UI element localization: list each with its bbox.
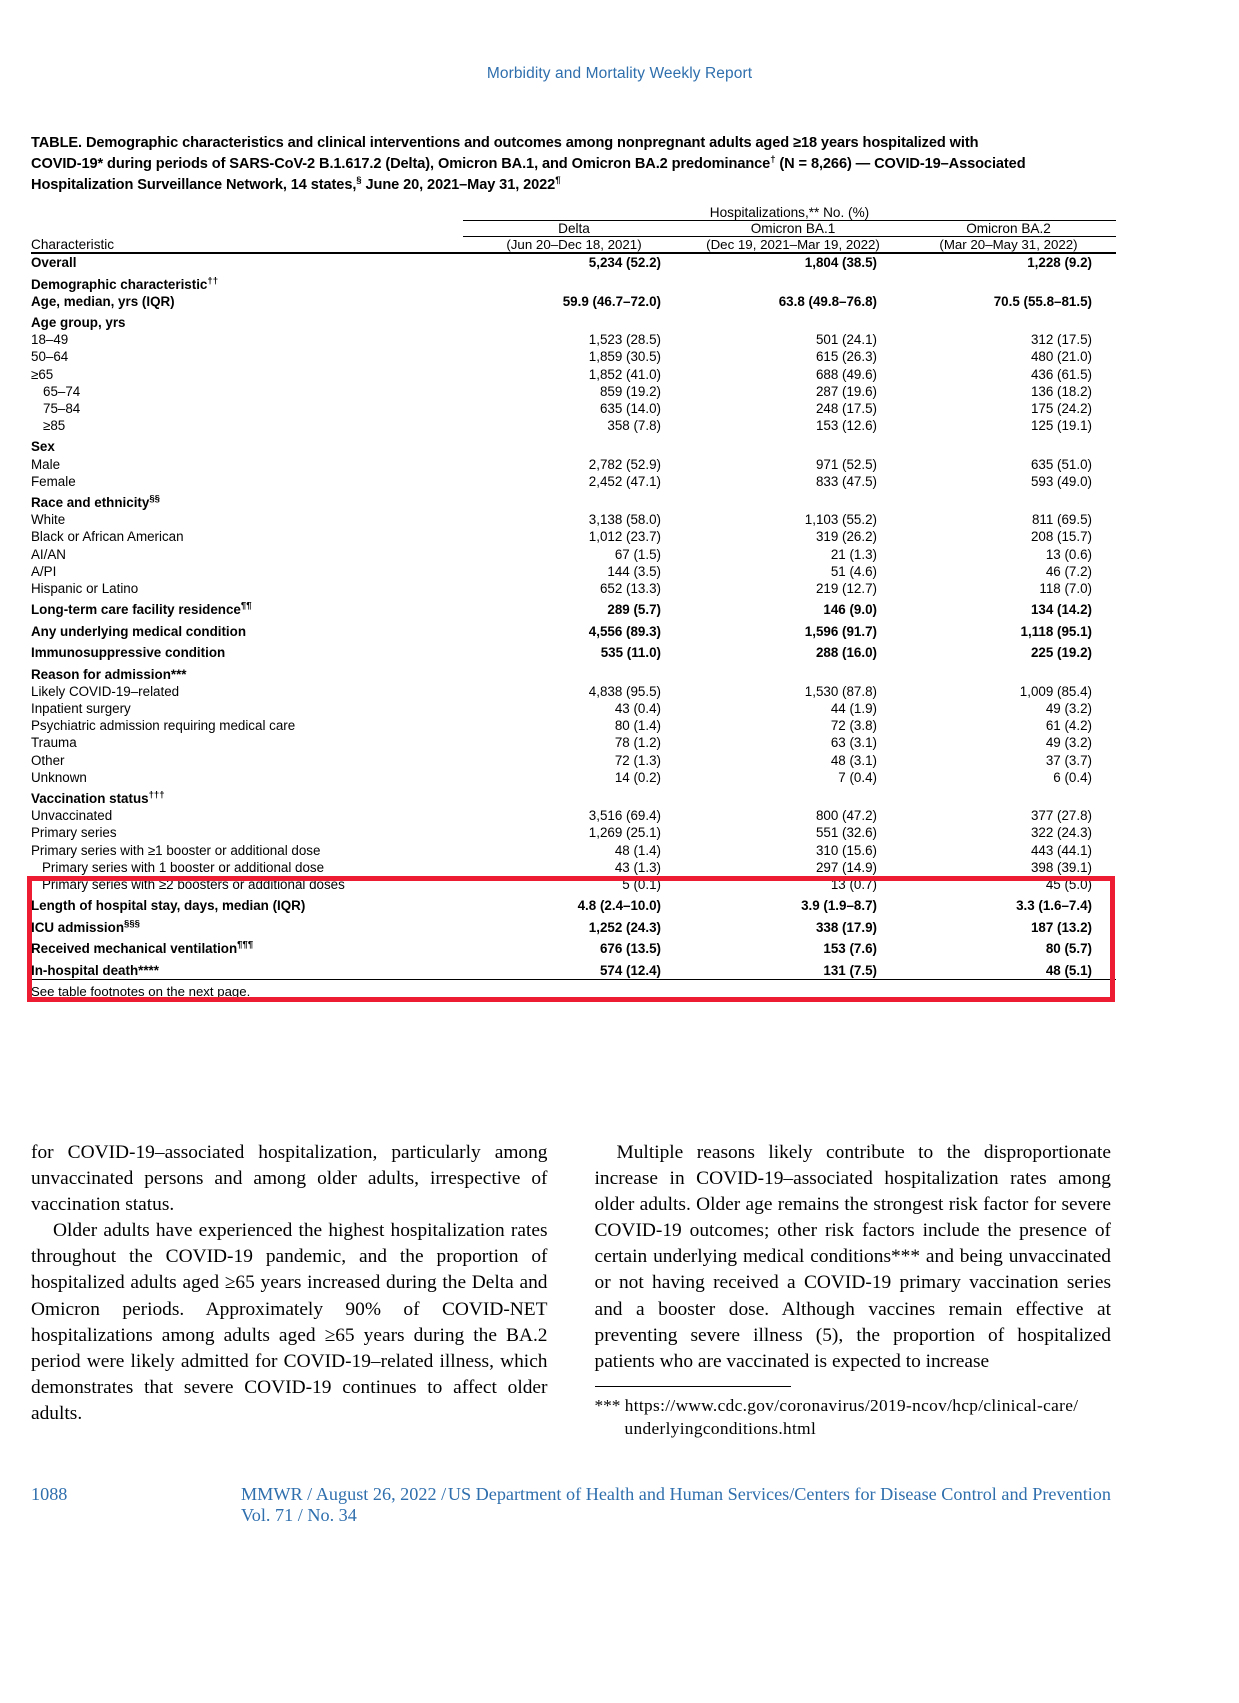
row-label: Received mechanical ventilation¶¶¶ <box>31 940 254 957</box>
cell-omicron-ba1: 688 (49.6) <box>815 366 877 382</box>
footnote-marker: §§§ <box>124 918 141 930</box>
cell-omicron-ba1: 833 (47.5) <box>815 473 877 489</box>
article-body <box>31 1140 1111 1440</box>
footnote-marker: §§ <box>149 493 160 505</box>
footnote-marker-dagger: † <box>770 154 776 166</box>
table-row <box>31 383 1116 400</box>
cell-delta: 2,782 (52.9) <box>588 456 661 472</box>
cell-delta: 1,012 (23.7) <box>588 529 661 545</box>
cell-omicron-ba1: 1,596 (91.7) <box>804 623 877 639</box>
table-row <box>31 824 1116 841</box>
cell-omicron-ba2: 136 (18.2) <box>1030 383 1092 399</box>
cell-delta: 3,138 (58.0) <box>588 512 661 528</box>
cell-delta: 43 (1.3) <box>614 859 661 875</box>
table-row <box>31 786 1116 808</box>
cell-delta: 144 (3.5) <box>607 563 661 579</box>
row-label: Age, median, yrs (IQR) <box>31 293 175 309</box>
cell-omicron-ba1 <box>685 310 901 332</box>
paragraph: Multiple reasons likely contribute to the disproportionate increase in COVID-19–associated hospitalization rates among older adults. Older age remains the strongest risk factor for severe COVID-19 outcomes; other risk factors include the presence of certain underlying medical conditions*** and being unvaccinated or not having received a COVID-19 primary vaccination series and a booster dose. Although vaccines remain effective at preventing severe illness (5), the proportion of hospitalized patients who are vaccinated is expected to increase <box>594 1142 1111 1372</box>
cell-omicron-ba2: 48 (5.1) <box>901 958 1116 980</box>
table-row <box>31 580 1116 597</box>
cell-omicron-ba1: 1,530 (87.8) <box>804 684 877 700</box>
row-label: Immunosuppressive condition <box>31 645 226 661</box>
cell-omicron-ba2: 80 (5.7) <box>1045 941 1092 957</box>
cell-omicron-ba2: 398 (39.1) <box>1030 859 1092 875</box>
table-row <box>31 752 1116 769</box>
cell-delta: 4,838 (95.5) <box>588 684 661 700</box>
spanner-row <box>31 205 1116 220</box>
spanner-spacer <box>31 205 463 220</box>
table-body <box>31 253 1116 980</box>
group-ba2-name: Omicron BA.2 <box>966 221 1051 236</box>
row-label: AI/AN <box>31 546 66 562</box>
row-label: 50–64 <box>31 349 69 365</box>
cell-delta: 652 (13.3) <box>599 580 661 596</box>
table-title-line3b: June 20, 2021–May 31, 2022 <box>361 177 556 193</box>
footnote-marker: *** <box>594 1395 621 1415</box>
cell-omicron-ba1: 551 (32.6) <box>815 825 877 841</box>
row-label: Psychiatric admission requiring medical care <box>31 718 296 734</box>
cell-omicron-ba1: 21 (1.3) <box>830 546 877 562</box>
table-row <box>31 893 1116 915</box>
cell-omicron-ba1: 287 (19.6) <box>815 383 877 399</box>
footer-agency: US Department of Health and Human Services/Centers for Disease Control and Prevention <box>447 1484 1111 1504</box>
cell-omicron-ba2: 6 (0.4) <box>1053 769 1092 785</box>
cell-delta: 2,452 (47.1) <box>588 473 661 489</box>
row-label: Trauma <box>31 735 77 751</box>
footnote-url-line1[interactable]: https://www.cdc.gov/coronavirus/2019-ncov/hcp/clinical-care/ <box>624 1395 1079 1415</box>
cell-omicron-ba1: 63.8 (49.8–76.8) <box>778 293 877 309</box>
cell-delta: 289 (5.7) <box>607 602 661 618</box>
footnote-url-line2[interactable]: underlyingconditions.html <box>624 1419 817 1439</box>
cell-delta: 574 (12.4) <box>463 958 685 980</box>
cell-omicron-ba2: 480 (21.0) <box>1030 349 1092 365</box>
table-row <box>31 958 1116 980</box>
table-row <box>31 662 1116 684</box>
cell-omicron-ba1: 615 (26.3) <box>815 349 877 365</box>
table-row <box>31 618 1116 640</box>
group-name-row <box>31 221 1116 236</box>
cell-omicron-ba2: 175 (24.2) <box>1030 400 1092 416</box>
cell-delta <box>463 490 685 512</box>
paragraph: for COVID-19–associated hospitalization, particularly among unvaccinated persons and among older adults, irrespective of vaccination status. <box>31 1142 548 1216</box>
table-title-line3a: Hospitalization Surveillance Network, 14 states, <box>31 177 357 193</box>
table-row <box>31 876 1116 893</box>
cell-omicron-ba2: 443 (44.1) <box>1030 842 1092 858</box>
row-label: Demographic characteristic†† <box>31 275 219 292</box>
row-label: ≥85 <box>43 417 66 433</box>
table-row <box>31 769 1116 786</box>
table-title <box>31 133 1116 196</box>
cell-omicron-ba2 <box>901 271 1116 293</box>
cell-omicron-ba2: 1,009 (85.4) <box>1019 684 1092 700</box>
row-label: ICU admission§§§ <box>31 918 141 935</box>
row-label: Primary series with ≥2 boosters or additional doses <box>42 876 345 892</box>
cell-omicron-ba2: 312 (17.5) <box>1030 332 1092 348</box>
cell-delta: 5 (0.1) <box>622 876 661 892</box>
table-row <box>31 683 1116 700</box>
row-label: Length of hospital stay, days, median (IQR) <box>31 898 306 914</box>
table-row <box>31 271 1116 293</box>
cell-omicron-ba1: 248 (17.5) <box>815 400 877 416</box>
cell-omicron-ba2: 593 (49.0) <box>1030 473 1092 489</box>
cell-omicron-ba1: 1,804 (38.5) <box>685 253 901 271</box>
cell-omicron-ba2: 436 (61.5) <box>1030 366 1092 382</box>
group-delta-name: Delta <box>558 221 590 236</box>
cell-delta <box>463 310 685 332</box>
row-label: Overall <box>31 253 463 271</box>
row-label: Reason for admission*** <box>31 667 187 683</box>
cell-omicron-ba1: 7 (0.4) <box>838 769 877 785</box>
cell-omicron-ba1: 319 (26.2) <box>815 529 877 545</box>
group-date-row <box>31 237 1116 253</box>
row-label: Primary series with ≥1 booster or additional dose <box>31 842 321 858</box>
table-row <box>31 456 1116 473</box>
table-row <box>31 473 1116 490</box>
footnote-marker: ¶¶ <box>240 600 252 612</box>
cell-omicron-ba2: 225 (19.2) <box>1030 645 1092 661</box>
row-label: Likely COVID-19–related <box>31 684 180 700</box>
cell-omicron-ba2 <box>901 490 1116 512</box>
cell-omicron-ba1: 63 (3.1) <box>830 735 877 751</box>
cell-delta: 5,234 (52.2) <box>463 253 685 271</box>
cell-omicron-ba2: 70.5 (55.8–81.5) <box>993 293 1092 309</box>
cell-omicron-ba1: 48 (3.1) <box>830 752 877 768</box>
table-row <box>31 348 1116 365</box>
cell-delta: 358 (7.8) <box>607 417 661 433</box>
cell-delta: 80 (1.4) <box>614 718 661 734</box>
cell-omicron-ba1 <box>685 490 901 512</box>
table-row <box>31 546 1116 563</box>
row-label: Any underlying medical condition <box>31 623 247 639</box>
cell-omicron-ba1: 13 (0.7) <box>830 876 877 892</box>
cell-omicron-ba2 <box>901 310 1116 332</box>
table-row <box>31 717 1116 734</box>
table-row <box>31 417 1116 434</box>
cell-omicron-ba2: 61 (4.2) <box>1045 718 1092 734</box>
paragraph: Older adults have experienced the highest hospitalization rates throughout the COVID-19 pandemic, and the proportion of hospitalized adults aged ≥65 years increased during the Delta and Omicron periods. Approximately 90% of COVID-NET hospitalizations among adults aged ≥65 years during the BA.2 period were likely admitted for COVID-19–related illness, which demonstrates that severe COVID-19 continues to affect older adults. <box>31 1220 548 1424</box>
footnote-marker: ††† <box>148 789 165 801</box>
cell-delta: 48 (1.4) <box>614 842 661 858</box>
table-row <box>31 597 1116 619</box>
cell-omicron-ba2: 125 (19.1) <box>1030 417 1092 433</box>
cell-omicron-ba1: 51 (4.6) <box>830 563 877 579</box>
cell-delta <box>463 786 685 808</box>
cell-delta: 43 (0.4) <box>614 701 661 717</box>
running-head: Morbidity and Mortality Weekly Report <box>486 65 753 82</box>
row-label: Black or African American <box>31 529 184 545</box>
cell-delta: 1,252 (24.3) <box>588 919 661 935</box>
row-label: 65–74 <box>43 383 81 399</box>
cell-delta <box>463 434 685 456</box>
table-title-line2a: COVID-19* during periods of SARS-CoV-2 B.1.617.2 (Delta), Omicron BA.1, and Omicron BA.2 predominance <box>31 156 771 172</box>
cell-omicron-ba2: 1,228 (9.2) <box>901 253 1116 271</box>
cell-omicron-ba1: 1,103 (55.2) <box>804 512 877 528</box>
cell-delta: 1,523 (28.5) <box>588 332 661 348</box>
table-row <box>31 936 1116 958</box>
table-row <box>31 331 1116 348</box>
table-footnote: See table footnotes on the next page. <box>31 984 251 1000</box>
cell-omicron-ba1: 338 (17.9) <box>815 919 877 935</box>
cell-delta: 535 (11.0) <box>600 645 661 661</box>
row-label: Inpatient surgery <box>31 701 131 717</box>
table-row <box>31 434 1116 456</box>
row-label: Primary series <box>31 825 117 841</box>
cell-omicron-ba2: 377 (27.8) <box>1030 808 1092 824</box>
cell-omicron-ba2: 37 (3.7) <box>1045 752 1092 768</box>
footnote-marker: ¶¶¶ <box>237 940 254 951</box>
cell-omicron-ba1: 297 (14.9) <box>815 859 877 875</box>
cell-omicron-ba2: 13 (0.6) <box>1045 546 1092 562</box>
table-row <box>31 640 1116 662</box>
table-row <box>31 734 1116 751</box>
cell-delta: 1,859 (30.5) <box>588 349 661 365</box>
page-number: 1088 <box>31 1484 68 1504</box>
row-label: 75–84 <box>43 400 81 416</box>
demographics-table <box>31 205 1116 980</box>
cell-delta: 1,269 (25.1) <box>588 825 661 841</box>
cell-delta: 635 (14.0) <box>599 400 661 416</box>
cell-omicron-ba2 <box>901 662 1116 684</box>
cell-delta: 78 (1.2) <box>614 735 661 751</box>
row-label: A/PI <box>31 563 57 579</box>
row-label: Hispanic or Latino <box>31 580 139 596</box>
cell-omicron-ba1: 153 (7.6) <box>823 941 877 957</box>
table-head <box>31 205 1116 253</box>
footnote-marker-pilcrow: ¶ <box>555 175 561 187</box>
row-label: Female <box>31 473 76 489</box>
group-delta-dates: (Jun 20–Dec 18, 2021) <box>506 237 642 252</box>
row-label: Long-term care facility residence¶¶ <box>31 600 252 618</box>
body-footnote <box>595 1394 1112 1440</box>
row-label: 18–49 <box>31 332 69 348</box>
row-label: Male <box>31 456 61 472</box>
table-block <box>31 133 1116 999</box>
spanner-hospitalizations: Hospitalizations,** No. (%) <box>709 205 870 220</box>
cell-omicron-ba1 <box>685 786 901 808</box>
cell-omicron-ba2: 49 (3.2) <box>1045 735 1092 751</box>
cell-omicron-ba2: 811 (69.5) <box>1031 512 1092 528</box>
cell-omicron-ba2: 322 (24.3) <box>1030 825 1092 841</box>
table-row <box>31 528 1116 545</box>
cell-delta: 4.8 (2.4–10.0) <box>577 898 661 914</box>
table-row <box>31 859 1116 876</box>
table-title-line1: TABLE. Demographic characteristics and clinical interventions and outcomes among nonpregnant adults aged ≥18 years hospitalized with <box>31 135 979 151</box>
footnote-marker-section: § <box>356 175 362 187</box>
page-footer <box>31 1484 1111 1526</box>
cell-omicron-ba1: 3.9 (1.9–8.7) <box>801 898 877 914</box>
body-right-column <box>595 1140 1112 1440</box>
row-label: White <box>31 512 66 528</box>
cell-omicron-ba2: 635 (51.0) <box>1030 456 1092 472</box>
characteristic-header: Characteristic <box>31 237 115 252</box>
cell-omicron-ba2: 49 (3.2) <box>1045 701 1092 717</box>
cell-omicron-ba1: 131 (7.5) <box>685 958 901 980</box>
table-row <box>31 914 1116 936</box>
cell-omicron-ba2: 3.3 (1.6–7.4) <box>1016 898 1092 914</box>
footnote-divider <box>595 1386 791 1387</box>
row-label: Unvaccinated <box>31 808 113 824</box>
cell-omicron-ba1: 310 (15.6) <box>815 842 877 858</box>
row-label: ≥65 <box>31 366 54 382</box>
cell-omicron-ba2: 134 (14.2) <box>1030 602 1092 618</box>
cell-omicron-ba1: 44 (1.9) <box>830 701 877 717</box>
table-row <box>31 400 1116 417</box>
cell-delta: 67 (1.5) <box>614 546 661 562</box>
cell-omicron-ba2: 187 (13.2) <box>1030 919 1092 935</box>
cell-delta: 3,516 (69.4) <box>588 808 661 824</box>
row-label: Vaccination status††† <box>31 789 165 807</box>
table-row <box>31 807 1116 824</box>
cell-omicron-ba1 <box>685 434 901 456</box>
cell-omicron-ba1 <box>685 271 901 293</box>
table-row <box>31 310 1116 332</box>
cell-delta: 59.9 (46.7–72.0) <box>562 293 661 309</box>
row-label: Unknown <box>31 769 87 785</box>
row-label: Primary series with 1 booster or additional dose <box>42 859 325 875</box>
cell-omicron-ba2: 118 (7.0) <box>1039 580 1092 596</box>
cell-omicron-ba1: 501 (24.1) <box>815 332 877 348</box>
table-row <box>31 563 1116 580</box>
body-left-column <box>31 1140 548 1440</box>
cell-delta: 676 (13.5) <box>599 941 661 957</box>
cell-omicron-ba2 <box>901 786 1116 808</box>
cell-delta: 14 (0.2) <box>614 769 661 785</box>
table-title-line2b: (N = 8,266) — COVID-19–Associated <box>775 156 1026 172</box>
table-row <box>31 490 1116 512</box>
footnote-marker: †† <box>207 275 219 287</box>
cell-delta <box>463 662 685 684</box>
cell-omicron-ba1: 219 (12.7) <box>815 580 877 596</box>
cell-omicron-ba2: 208 (15.7) <box>1030 529 1092 545</box>
row-label: Other <box>31 752 65 768</box>
row-label: Race and ethnicity§§ <box>31 493 160 511</box>
cell-omicron-ba2: 46 (7.2) <box>1045 563 1092 579</box>
cell-omicron-ba1 <box>685 662 901 684</box>
table-row <box>31 293 1116 310</box>
cell-omicron-ba1: 153 (12.6) <box>815 417 877 433</box>
table-row <box>31 700 1116 717</box>
cell-omicron-ba1: 146 (9.0) <box>823 602 877 618</box>
table-row <box>31 842 1116 859</box>
cell-omicron-ba2 <box>901 434 1116 456</box>
row-label: In-hospital death**** <box>31 958 463 980</box>
cell-omicron-ba1: 800 (47.2) <box>815 808 877 824</box>
cell-delta: 859 (19.2) <box>599 383 661 399</box>
cell-delta: 72 (1.3) <box>614 752 661 768</box>
row-label: Age group, yrs <box>31 315 126 331</box>
table-row <box>31 366 1116 383</box>
table-row <box>31 253 1116 271</box>
group-ba1-name: Omicron BA.1 <box>750 221 836 236</box>
table-row <box>31 511 1116 528</box>
footer-citation: MMWR / August 26, 2022 / Vol. 71 / No. 34 <box>241 1484 447 1525</box>
cell-omicron-ba1: 971 (52.5) <box>815 456 877 472</box>
cell-delta: 4,556 (89.3) <box>588 623 661 639</box>
cell-omicron-ba2: 45 (5.0) <box>1045 876 1092 892</box>
group-ba1-dates: (Dec 19, 2021–Mar 19, 2022) <box>706 237 880 252</box>
cell-delta <box>463 271 685 293</box>
cell-omicron-ba1: 72 (3.8) <box>830 718 877 734</box>
cell-delta: 1,852 (41.0) <box>588 366 661 382</box>
cell-omicron-ba2: 1,118 (95.1) <box>1020 623 1092 639</box>
row-label: Sex <box>31 439 55 455</box>
group-spacer <box>31 221 463 236</box>
cell-omicron-ba1: 288 (16.0) <box>815 645 877 661</box>
group-ba2-dates: (Mar 20–May 31, 2022) <box>939 237 1078 252</box>
